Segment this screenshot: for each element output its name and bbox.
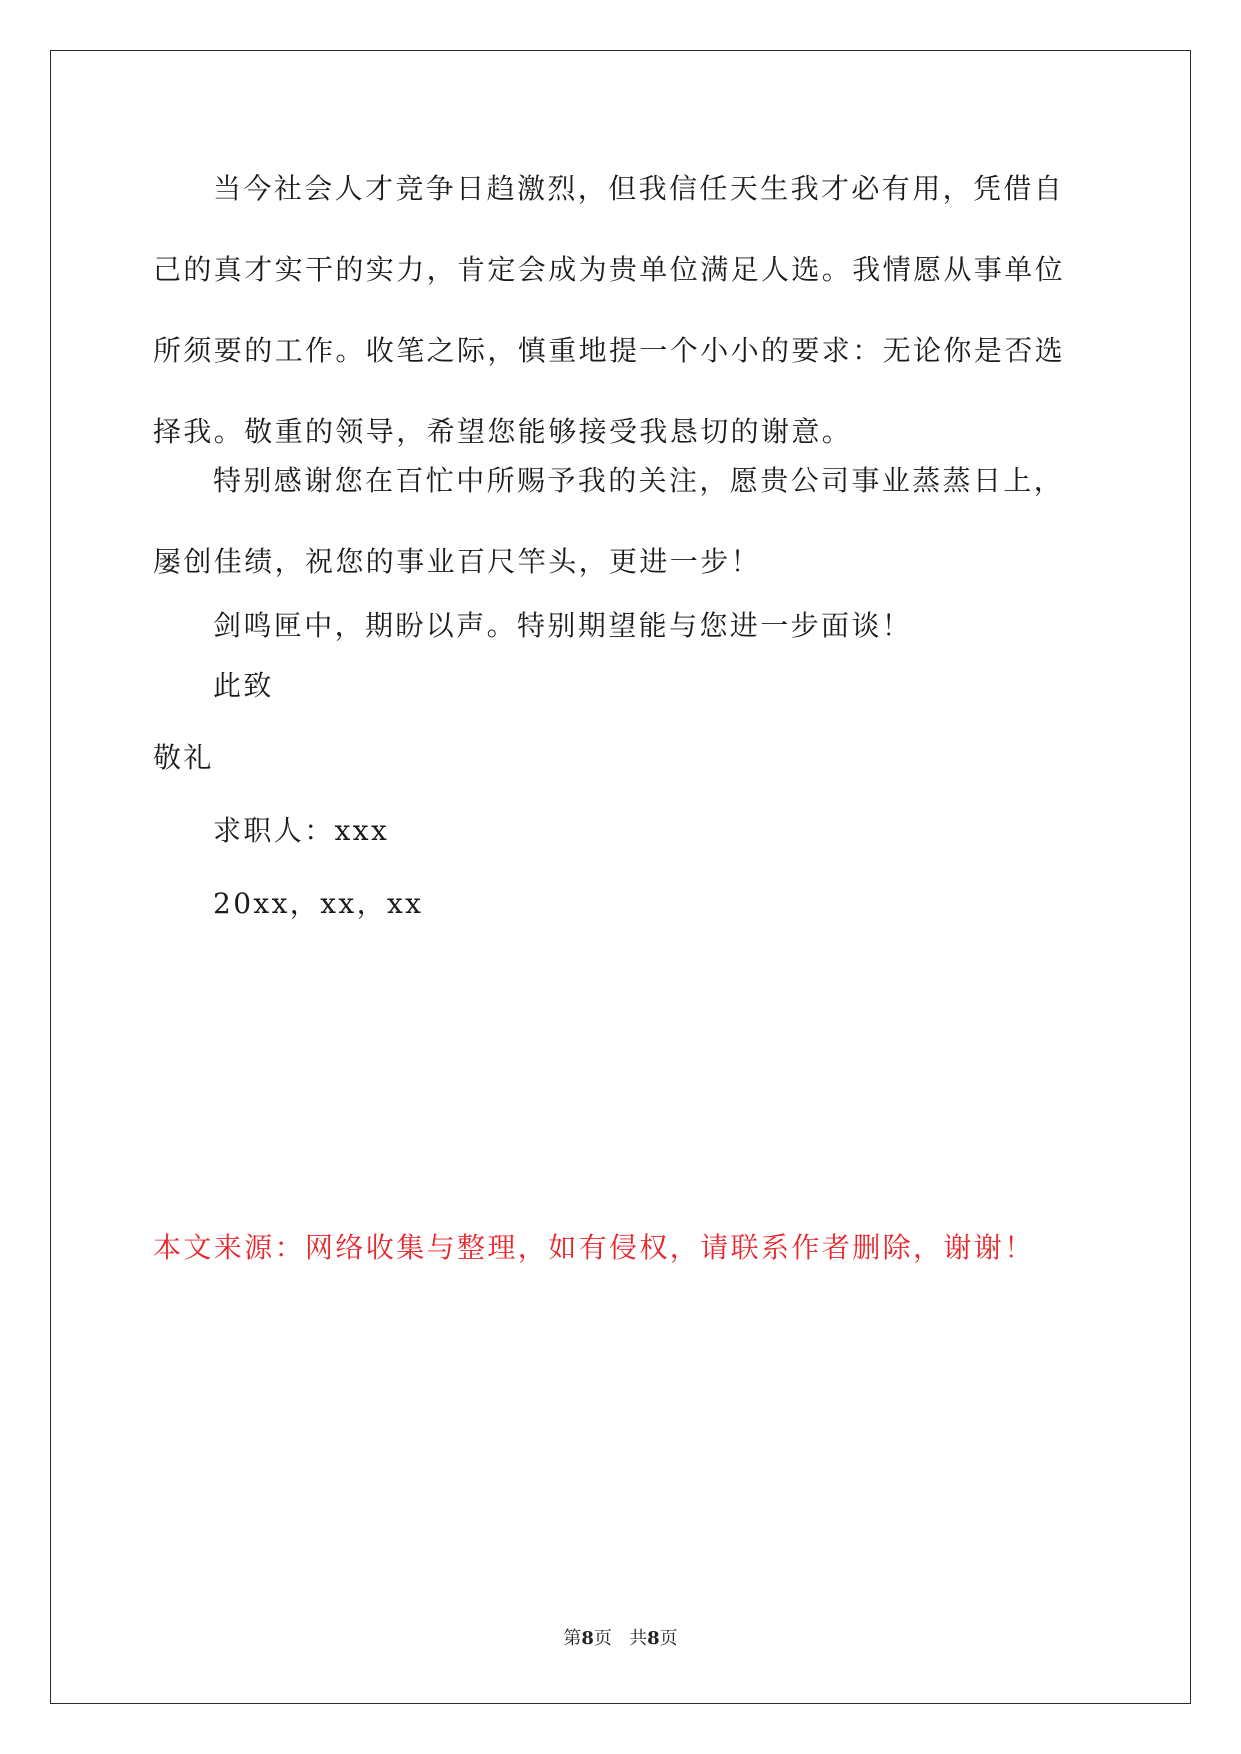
footer-page-word: 页: [593, 1628, 612, 1649]
paragraph-thanks: 特别感谢您在百忙中所赐予我的关注，愿贵公司事业蒸蒸日上，屡创佳绩，祝您的事业百尺竿头，更进一步！: [153, 464, 1065, 578]
salutation-text: 敬礼: [153, 741, 214, 774]
footer-total-suffix: 页: [659, 1628, 678, 1649]
footer-total-prefix: 共: [629, 1628, 648, 1649]
closing-text: 此致: [213, 669, 274, 702]
paragraph-talent: 当今社会人才竞争日趋激烈，但我信任天生我才必有用，凭借自己的真才实干的实力，肯定会成为贵单位满足人选。我情愿从事单位所须要的工作。收笔之际，慎重地提一个小小的要求：无论你是否选择我。敬重的领导，希望您能够接受我恳切的谢意。: [153, 172, 1066, 448]
total-page-number: 8: [647, 1628, 660, 1649]
applicant-signature: 求职人：xxx: [213, 814, 390, 847]
source-notice: 本文来源：网络收集与整理，如有侵权，请联系作者删除，谢谢！: [153, 1231, 1035, 1264]
current-page-number: 8: [581, 1628, 594, 1649]
letter-date: 20xx，xx，xx: [213, 887, 424, 920]
paragraph-interview: 剑鸣匣中，期盼以声。特别期望能与您进一步面谈！: [213, 609, 913, 642]
page-footer: [0, 1627, 1241, 1651]
footer-prefix: 第: [563, 1628, 582, 1649]
